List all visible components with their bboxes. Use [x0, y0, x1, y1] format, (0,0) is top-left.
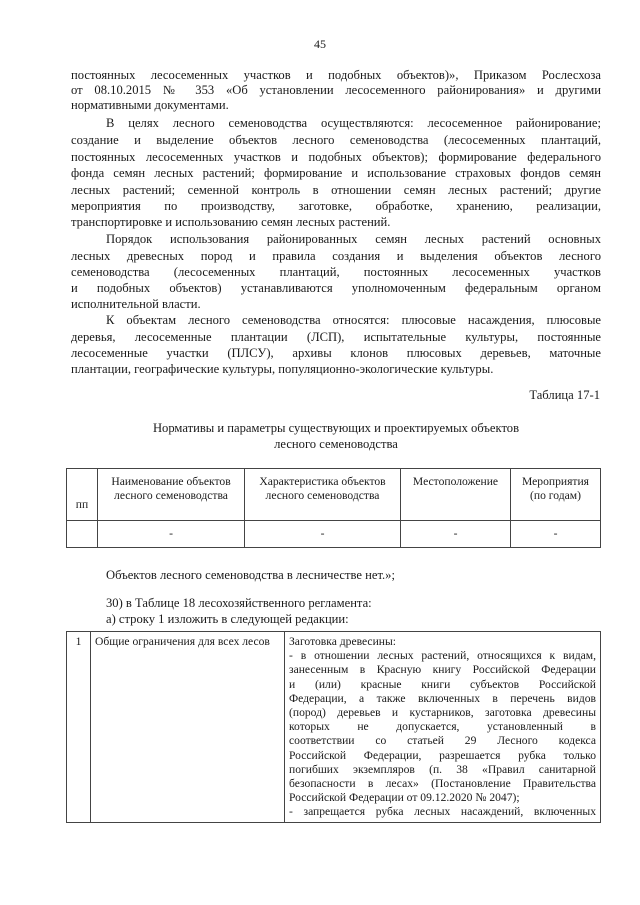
paragraph-line: лесосеменные участки (ПЛСУ), архивы клонов плюсовых деревьев, маточные	[71, 346, 601, 360]
table-cell: -	[245, 521, 401, 548]
paragraph-line: от 08.10.2015 № 353 «Об установлении лесосеменного районирования» и другими	[71, 83, 601, 97]
cell-line: Федерации, а также включенных в перечень видов	[289, 691, 596, 705]
paragraph-line: В целях лесного семеноводства осуществляются: лесосеменное районирование;	[106, 116, 601, 130]
cell-line: и (или) красные книги субъектов Российской	[289, 677, 596, 691]
restriction-text	[285, 632, 601, 823]
paragraph-line: постоянных лесосеменных участков и подобных объектов)», Приказом Рослесхоза	[71, 68, 601, 82]
cell-line: занесенным в Красную книгу Российской Федерации	[289, 663, 596, 677]
page-number: 45	[314, 37, 326, 51]
paragraph-line: нормативными документами.	[71, 98, 229, 112]
item-30-line: а) строку 1 изложить в следующей редакции:	[106, 612, 349, 626]
paragraph-line: исполнительной власти.	[71, 297, 201, 311]
table-cell: -	[401, 521, 511, 548]
paragraph-line: постоянных лесосеменных участков и подобных объектов); формирование федерального	[71, 150, 601, 164]
paragraph-line: деревья, лесосеменные плантации (ЛСП), испытательные культуры, постоянные	[71, 330, 601, 344]
paragraph-line: и подобных объектов) устанавливаются уполномоченным федеральным органом	[71, 281, 601, 295]
table-header: Характеристика объектов лесного семеноводства	[245, 469, 401, 521]
paragraph-line: К объектам лесного семеноводства относятся: плюсовые насаждения, плюсовые	[106, 313, 601, 327]
table-cell: -	[511, 521, 601, 548]
cell-line: Заготовка древесины:	[289, 635, 396, 648]
cell-line: Российской Федерации, разрешается рубка только	[289, 748, 596, 762]
table-caption: Таблица 17-1	[529, 388, 600, 402]
paragraph-line: Порядок использования районированных семян лесных растений основных	[106, 232, 601, 246]
table-title: лесного семеноводства	[274, 437, 398, 451]
restrictions-table	[66, 631, 601, 823]
table-header: Мероприятия (по годам)	[511, 469, 601, 521]
paragraph-line: транспортировке и использованию семян лесных растений.	[71, 215, 391, 229]
paragraph-line: мероприятия по производству, заготовке, обработке, хранению, реализации,	[71, 199, 601, 213]
table-title: Нормативы и параметры существующих и проектируемых объектов	[152, 421, 520, 435]
cell-line: - запрещается рубка лесных насаждений, включенных	[289, 805, 596, 819]
cell-line: соответствии со статьей 29 Лесного кодекса	[289, 734, 596, 748]
table-cell: -	[98, 521, 245, 548]
row-number: 1	[67, 632, 91, 823]
note-text: Объектов лесного семеноводства в лесничестве нет.»;	[106, 568, 395, 582]
cell-line: погибших экземпляров (п. 38 «Правил санитарной	[289, 762, 596, 776]
paragraph-line: лесных древесных пород и правила создания и выделения объектов лесного	[71, 249, 601, 263]
cell-line: которых не допускается, установленный в	[289, 720, 596, 734]
paragraph-line: плантации, географические культуры, популяционно-экологические культуры.	[71, 362, 494, 376]
paragraph-line: создание и выделение объектов лесного семеноводства (лесосеменных плантаций,	[71, 133, 601, 147]
paragraph-line: семеноводства (лесосеменных плантаций, постоянных лесосеменных участков	[71, 265, 601, 279]
cell-line: безопасности в лесах» (Постановление Правительства	[289, 777, 596, 791]
table-header: Местоположение	[401, 469, 511, 521]
table-header: пп	[67, 469, 98, 521]
cell-line: - в отношении лесных растений, относящихся к видам,	[289, 649, 596, 663]
paragraph-line: лесных растений; семенной контроль в отношении семян лесных растений; другие	[71, 183, 601, 197]
restriction-name: Общие ограничения для всех лесов	[91, 632, 285, 823]
paragraph-line: фонда семян лесных растений; формирование и использование страховых фондов семян	[71, 166, 601, 180]
cell-line: (пород) деревьев и кустарников, заготовка древесины	[289, 706, 596, 720]
table-cell	[67, 521, 98, 548]
item-30-line: 30) в Таблице 18 лесохозяйственного регламента:	[106, 596, 372, 610]
cell-line: Российской Федерации от 09.12.2020 № 2047);	[289, 791, 520, 805]
seed-objects-table	[66, 468, 601, 548]
table-header: Наименование объектов лесного семеноводства	[98, 469, 245, 521]
